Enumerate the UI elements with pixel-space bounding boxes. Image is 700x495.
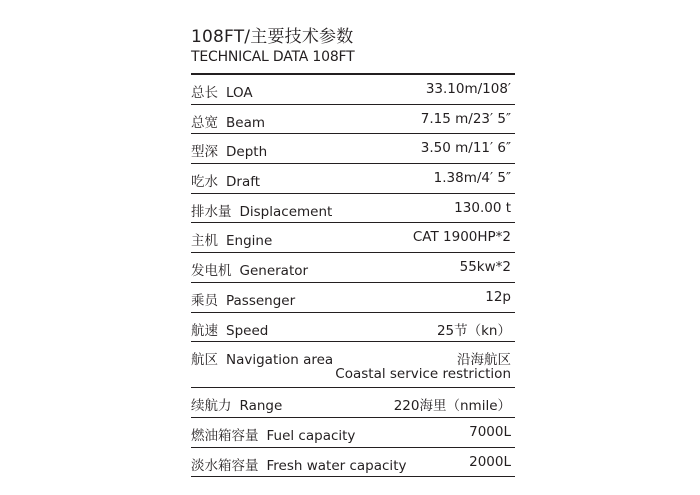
spec-value: 1.38m/4′ 5″ bbox=[433, 170, 511, 187]
spec-table bbox=[191, 75, 515, 477]
spec-label-en: Fresh water capacity bbox=[266, 457, 407, 474]
spec-label-cn: 航区 bbox=[191, 352, 218, 369]
spec-row-engine bbox=[191, 223, 515, 253]
spec-label-en: Displacement bbox=[239, 203, 333, 220]
spec-value: 7000L bbox=[469, 423, 511, 440]
spec-row-speed bbox=[191, 313, 515, 343]
page-title: 108FT/主要技术参数 bbox=[191, 27, 354, 47]
spec-label-cn: 续航力 bbox=[191, 398, 232, 415]
spec-row-fuel-capacity bbox=[191, 418, 515, 448]
spec-value: 2000L bbox=[469, 453, 511, 470]
spec-label-cn: 总长 bbox=[191, 85, 218, 101]
spec-label-en: Passenger bbox=[226, 292, 296, 309]
spec-value-secondary: Coastal service restriction bbox=[335, 366, 511, 383]
spec-label-cn: 吃水 bbox=[191, 174, 218, 191]
spec-row-passenger bbox=[191, 283, 515, 313]
spec-label-cn: 总宽 bbox=[191, 114, 218, 131]
spec-value: CAT 1900HP*2 bbox=[412, 229, 511, 246]
spec-label-en: Speed bbox=[226, 322, 269, 339]
spec-label-en: LOA bbox=[226, 85, 253, 101]
spec-label-en: Engine bbox=[226, 233, 273, 250]
spec-label-en: Navigation area bbox=[226, 352, 334, 369]
spec-label-cn: 排水量 bbox=[191, 203, 232, 220]
spec-value: 220海里（nmile） bbox=[393, 398, 511, 415]
spec-value: 33.10m/108′ bbox=[425, 81, 511, 97]
spec-row-draft bbox=[191, 164, 515, 194]
spec-value: 3.50 m/11′ 6″ bbox=[420, 140, 511, 157]
spec-label-en: Beam bbox=[226, 114, 265, 131]
spec-value: 25节（kn） bbox=[436, 322, 511, 339]
spec-label-en: Generator bbox=[239, 263, 309, 280]
spec-row-depth bbox=[191, 134, 515, 164]
spec-value: 7.15 m/23′ 5″ bbox=[420, 110, 511, 127]
spec-row-displacement bbox=[191, 194, 515, 224]
spec-label-cn: 发电机 bbox=[191, 263, 232, 280]
spec-label-cn: 主机 bbox=[191, 233, 218, 250]
page-subtitle: TECHNICAL DATA 108FT bbox=[191, 49, 355, 65]
spec-label-en: Fuel capacity bbox=[266, 427, 356, 444]
spec-label-en: Depth bbox=[226, 144, 268, 161]
spec-row-navigation-area bbox=[191, 342, 515, 388]
spec-label-cn: 航速 bbox=[191, 322, 218, 339]
spec-label-cn: 燃油箱容量 bbox=[191, 427, 259, 444]
spec-label-cn: 乘员 bbox=[191, 292, 218, 309]
spec-label-en: Draft bbox=[226, 174, 261, 191]
spec-value: 55kw*2 bbox=[459, 259, 511, 276]
spec-value: 130.00 t bbox=[454, 199, 511, 216]
spec-row-beam bbox=[191, 105, 515, 135]
spec-label-en: Range bbox=[239, 398, 283, 415]
spec-row-generator bbox=[191, 253, 515, 283]
spec-row-loa bbox=[191, 75, 515, 105]
spec-row-range bbox=[191, 388, 515, 418]
spec-row-fresh-water-capacity bbox=[191, 448, 515, 478]
spec-value: 12p bbox=[485, 288, 511, 305]
spec-value: 沿海航区 bbox=[457, 352, 511, 369]
spec-label-cn: 淡水箱容量 bbox=[191, 457, 259, 474]
spec-label-cn: 型深 bbox=[191, 144, 218, 161]
